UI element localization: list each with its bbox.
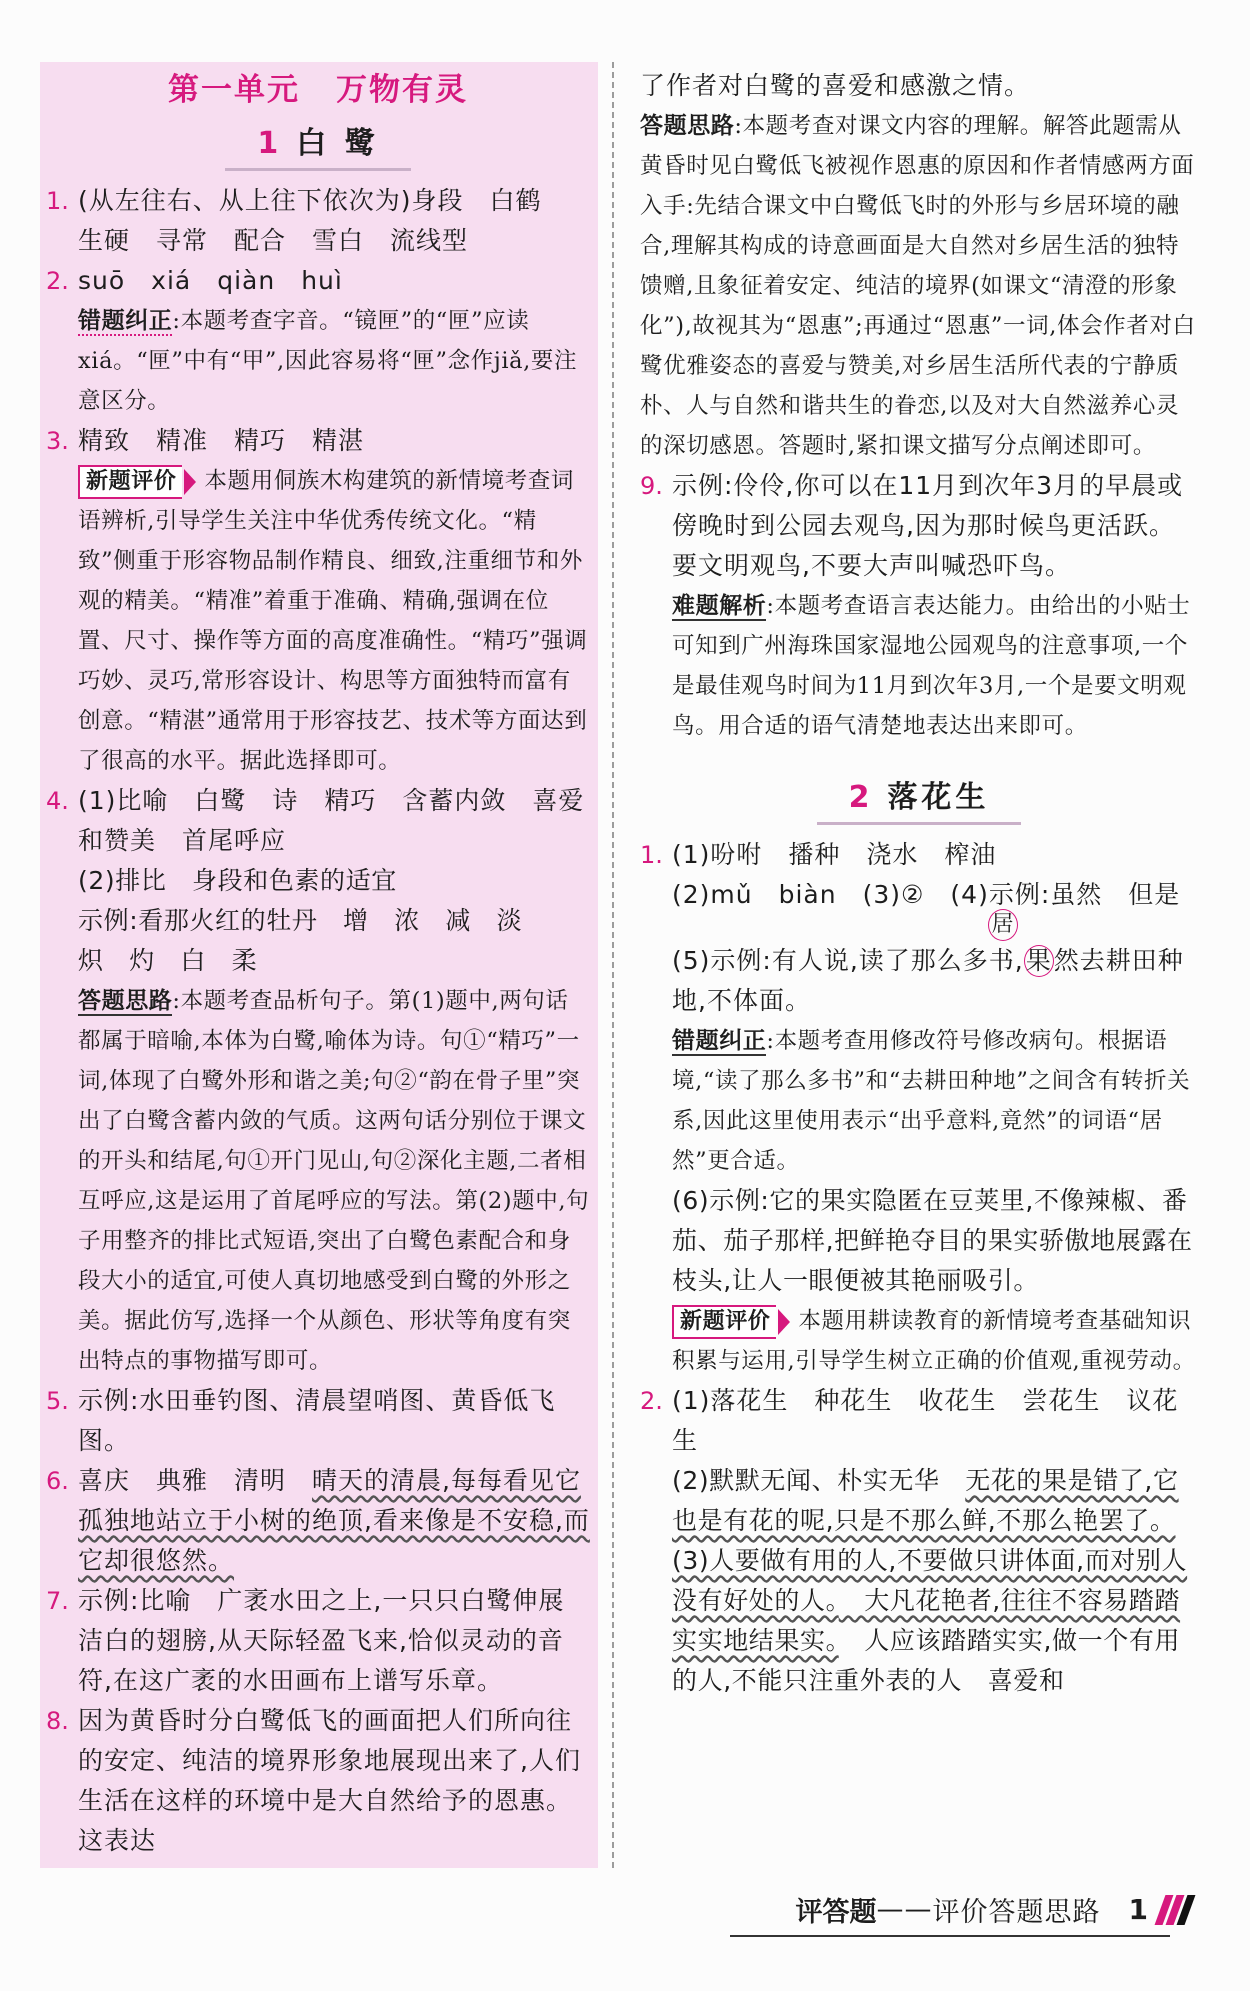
new-eval-badge: 新题评价 [78,465,182,499]
l1-q6: 6. 喜庆 典雅 清明 晴天的清晨,每每看见它孤独地站立于小树的绝顶,看来像是不安稳,而它却很悠然。 [46,1466,590,1575]
stripes-icon [1160,1895,1190,1925]
l1-q2-note: 错题纠正:本题考查字音。“镜匣”的“匣”应读xiá。“匣”中有“甲”,因此容易将“匣”念作jiǎ,要注意区分。 [78,308,578,414]
left-column [46,66,590,1861]
l2-q2-2: (2)默默无闻、朴实无华 无花的果是错了,它也是有花的呢,只是不那么鲜,不那么艳罢了。 [672,1466,1179,1535]
l2-q1-note2: 新题评价 本题用耕读教育的新情境考查基础知识积累与运用,引导学生树立正确的价值观,重视劳动。 [640,1301,1198,1381]
l1-q8-continued: 了作者对白鹭的喜爱和感激之情。 [640,71,1031,100]
l2-q1-note1: 错题纠正:本题考查用修改符号修改病句。根据语境,“读了那么多书”和“去耕田种地”之间含有转折关系,因此这里使用表示“出乎意料,竟然”的词语“居然”更合适。 [672,1028,1191,1174]
unit-title: 第一单元 万物有灵 [168,72,468,108]
l1-q2: 2. suō xiá qiàn huì [46,266,343,295]
column-divider [612,62,614,1868]
right-column [640,66,1198,1701]
new-eval-badge-2: 新题评价 [672,1305,776,1339]
l2-q1-6: (6)示例:它的果实隐匿在豆荚里,不像辣椒、番茄、茄子那样,把鲜艳夺目的果实骄傲地展露在枝头,让人一眼便被其艳丽吸引。 [672,1186,1193,1295]
correction-mark: 居 [988,909,1018,941]
l1-q4-line2: (2)排比 身段和色素的适宜 [78,866,397,895]
circled-char: 果 [1025,946,1052,975]
l1-q5: 5. 示例:水田垂钓图、清晨望哨图、黄昏低飞图。 [46,1386,556,1455]
l1-q9: 9. 示例:伶伶,你可以在11月到次年3月的早晨或傍晚时到公园去观鸟,因为那时候鸟更活跃。要文明观鸟,不要大声叫喊恐吓鸟。 [640,471,1184,580]
l1-q8-note: 答题思路:本题考查对课文内容的理解。解答此题需从黄昏时见白鹭低飞被视作恩惠的原因和作者情感两方面入手:先结合课文中白鹭低飞时的外形与乡居环境的融合,理解其构成的诗意画面是大自然对乡居生活的独特馈赠,且象征着安定、纯洁的境界(如课文“清澄的形象化”),故视其为“恩惠”;再通过“恩惠”一词,体会作者对白鹭优雅姿态的喜爱与赞美,对乡居生活所代表的宁静质朴、人与自然和谐共生的眷恋,以及对大自然滋养心灵的深切感恩。答题时,紧扣课文描写分点阐述即可。 [640,113,1196,459]
l1-q3: 3. 精致 精准 精巧 精湛 [46,426,365,455]
lesson2-title: 2 落花生 [640,778,1198,825]
page-number: 1 [1128,1893,1148,1926]
l1-q4-line3: 示例:看那火红的牡丹 增 浓 减 淡 [78,906,523,935]
footer: 评答题 —— 评价答题思路 1 [796,1890,1190,1929]
l1-q4-line4: 炽 灼 白 柔 [78,946,258,975]
l2-q2-3: (3)人要做有用的人,不要做只讲体面,而对别人没有好处的人。 大凡花艳者,往往不容易踏踏实实地结果实。 人应该踏踏实实,做一个有用的人,不能只注重外表的人 喜爱和 [672,1546,1188,1695]
footer-rule [730,1935,1170,1937]
l1-q4-note: 答题思路:本题考查品析句子。第(1)题中,两句话都属于暗喻,本体为白鹭,喻体为诗。句①“精巧”一词,体现了白鹭外形和谐之美;句②“韵在骨子里”突出了白鹭含蓄内敛的气质。这两句话分别位于课文的开头和结尾,句①开门见山,句②深化主题,二者相互呼应,这是运用了首尾呼应的写法。第(2)题中,句子用整齐的排比式短语,突出了白鹭色素配合和身段大小的适宜,可使人真切地感受到白鹭的外形之美。据此仿写,选择一个从颜色、形状等角度有突出特点的事物描写即可。 [78,988,590,1374]
l1-q8: 8. 因为黄昏时分白鹭低飞的画面把人们所向往的安定、纯洁的境界形象地展现出来了,人们生活在这样的环境中是大自然给予的恩惠。这表达 [46,1706,581,1855]
l1-q1: 1. (从左往右、从上往下依次为)身段 白鹤 生硬 寻常 配合 雪白 流线型 [46,186,542,255]
l2-q1: 1. (1)吩咐 播种 浇水 榨油 (2)mǔ biàn (3)② (4)示例:虽然 但是 居 (5)示例:有人说,读了那么多书,果然去耕田种地,不体面。 [640,840,1184,1015]
l2-q2: 2. (1)落花生 种花生 收花生 尝花生 议花生 [640,1386,1179,1455]
l1-q3-note: 新题评价 本题用侗族木构建筑的新情境考查词语辨析,引导学生关注中华优秀传统文化。“精致”侧重于形容物品制作精良、细致,注重细节和外观的精美。“精准”着重于准确、精确,强调在位置、尺寸、操作等方面的高度准确性。“精巧”强调巧妙、灵巧,常形容设计、构思等方面独特而富有创意。“精湛”通常用于形容技艺、技术等方面达到了很高的水平。据此选择即可。 [46,461,590,781]
lesson1-title: 1 白 鹭 [46,124,590,171]
l1-q4: 4. (1)比喻 白鹭 诗 精巧 含蓄内敛 喜爱和赞美 首尾呼应 [46,786,585,855]
l1-q7: 7. 示例:比喻 广袤水田之上,一只只白鹭伸展洁白的翅膀,从天际轻盈飞来,恰似灵动的音符,在这广袤的水田画布上谱写乐章。 [46,1586,565,1695]
l1-q9-note: 难题解析:本题考查语言表达能力。由给出的小贴士可知到广州海珠国家湿地公园观鸟的注意事项,一个是最佳观鸟时间为11月到次年3月,一个是要文明观鸟。用合适的语气清楚地表达出来即可。 [672,593,1191,739]
